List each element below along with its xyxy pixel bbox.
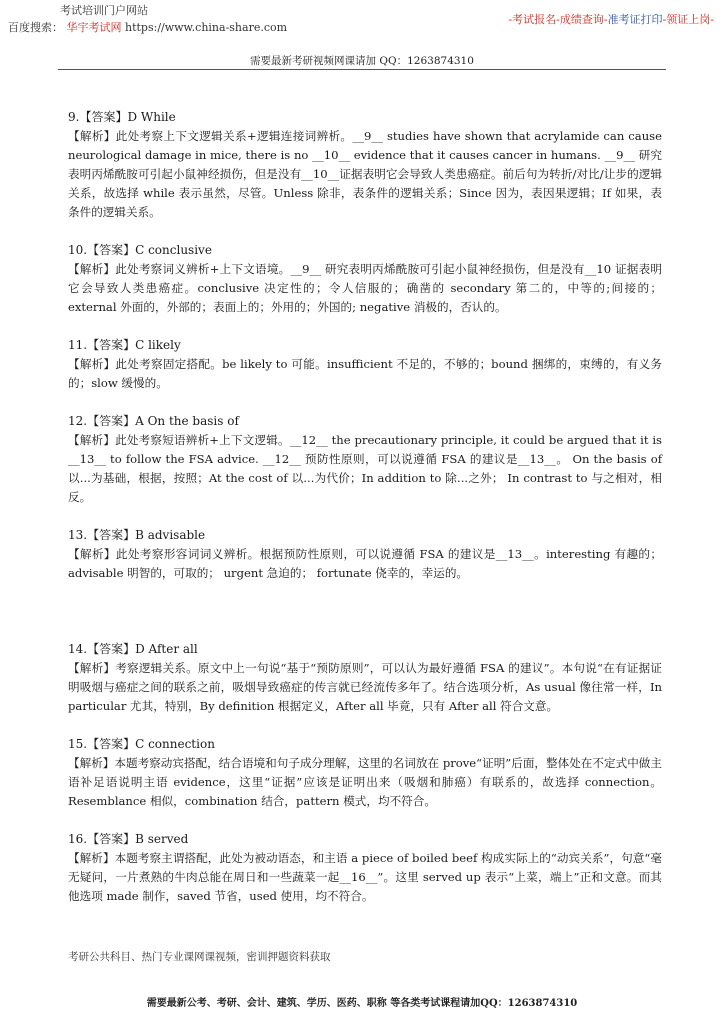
search-label: 百度搜索： <box>8 21 63 34</box>
answer-item <box>68 526 662 583</box>
analysis-text: 【解析】此处考察形容词词义辨析。根据预防性原则，可以说遵循 FSA 的建议是__13__。interesting 有趣的； advisable 明智的，可取的； urgent 急迫的； fortunate 侥幸的，幸运的。 <box>68 547 662 580</box>
search-line <box>8 19 287 35</box>
answer-item <box>68 830 662 906</box>
header-divider <box>58 69 666 70</box>
analysis-text: 【解析】本题考察动宾搭配，结合语境和句子成分理解，这里的名词放在 prove“证明”后面，整体处在不定式中做主语补足语说明主语 evidence，这里“证据”应该是证明出来（吸烟和肺癌）有联系的，故选择 connection。Resemblance 相似，combination 结合，pattern 模式，均不符合。 <box>68 756 662 808</box>
site-name: 考试培训门户网站 <box>60 4 148 17</box>
search-brand-link[interactable]: 华宇考试网 <box>66 21 122 34</box>
link-certificate[interactable]: -领证上岗- <box>662 13 714 26</box>
answer-line: 11.【答案】C likely <box>68 338 181 352</box>
answer-item <box>68 412 662 507</box>
analysis-text: 【解析】本题考察主谓搭配，此处为被动语态，和主语 a piece of boiled beef 构成实际上的“动宾关系”，句意“毫无疑问，一片煮熟的牛肉总能在周日和一些蔬菜一起__16__”。这里 served up 表示“上菜，端上”正和文意。而其他选项 made 制作，saved 节省，used 使用，均不符合。 <box>68 851 662 903</box>
answer-item <box>68 336 662 393</box>
answer-line: 9.【答案】D While <box>68 110 176 124</box>
footer-promo: 考研公共科目、热门专业课网课视频，密训押题资料获取 <box>68 951 331 963</box>
link-score-query[interactable]: 成绩查询- <box>559 13 608 26</box>
header-links <box>508 11 714 27</box>
answer-line: 13.【答案】B advisable <box>68 528 206 542</box>
header-notice: 需要最新考研视频网课请加 QQ：1263874310 <box>250 55 474 67</box>
answer-line: 16.【答案】B served <box>68 832 189 846</box>
answer-line: 10.【答案】C conclusive <box>68 243 212 257</box>
analysis-text: 【解析】此处考察短语辨析+上下文逻辑。__12__ the precautionary principle, it could be argued that it is __13__ to follow the FSA advice. __12__ 预防性原则，可以说遵循 FSA 的建议是__13__。 On the basis of 以...为基础，根据，按照；At the cost of 以...为代价；In addition to 除...之外； In contrast to 与之相对，相反。 <box>68 433 662 504</box>
answer-item <box>68 241 662 317</box>
answer-line: 15.【答案】C connection <box>68 737 215 751</box>
answer-line: 12.【答案】A On the basis of <box>68 414 239 428</box>
answer-list <box>68 108 662 925</box>
answer-item <box>68 108 662 222</box>
search-url-link[interactable]: https://www.china-share.com <box>125 21 288 34</box>
answer-line: 14.【答案】D After all <box>68 642 198 656</box>
link-exam-registration[interactable]: -考试报名- <box>508 13 560 26</box>
analysis-text: 【解析】此处考察固定搭配。be likely to 可能。insufficient 不足的，不够的；bound 捆绑的，束缚的，有义务的；slow 缓慢的。 <box>68 357 662 390</box>
answer-item <box>68 640 662 716</box>
link-admission-ticket[interactable]: 准考证打印 <box>607 13 663 26</box>
analysis-text: 【解析】此处考察上下文逻辑关系+逻辑连接词辨析。__9__ studies have shown that acrylamide can cause neurological damage in mice, there is no __10__ evidence that it causes cancer in humans. __9__ 研究表明丙烯酰胺可引起小鼠神经损伤，但是没有__10__证据表明它会导致人类患癌症。前后句为转折/对比/让步的逻辑关系，故选择 while 表示虽然，尽管。Unless 除非，表条件的逻辑关系；Since 因为，表因果逻辑；If 如果，表条件的逻辑关系。 <box>68 129 662 219</box>
footer-notice: 需要最新公考、考研、会计、建筑、学历、医药、职称 等各类考试课程请加QQ：1263874310 <box>146 998 578 1009</box>
analysis-text: 【解析】此处考察词义辨析+上下文语境。__9__ 研究表明丙烯酰胺可引起小鼠神经损伤，但是没有__10 证据表明它会导致人类患癌症。conclusive 决定性的；令人信服的；确凿的 secondary 第二的，中等的;间接的； external 外面的，外部的；表面上的；外用的；外国的; negative 消极的，否认的。 <box>68 262 662 314</box>
answer-item <box>68 735 662 811</box>
analysis-text: 【解析】考察逻辑关系。原文中上一句说“基于“预防原则”，可以认为最好遵循 FSA 的建议”。本句说“在有证据证明吸烟与癌症之间的联系之前，吸烟导致癌症的传言就已经流传多年了。结合选项分析，As usual 像往常一样，In particular 尤其，特别，By definition 根据定义，After all 毕竟，只有 After all 符合文意。 <box>68 661 662 713</box>
